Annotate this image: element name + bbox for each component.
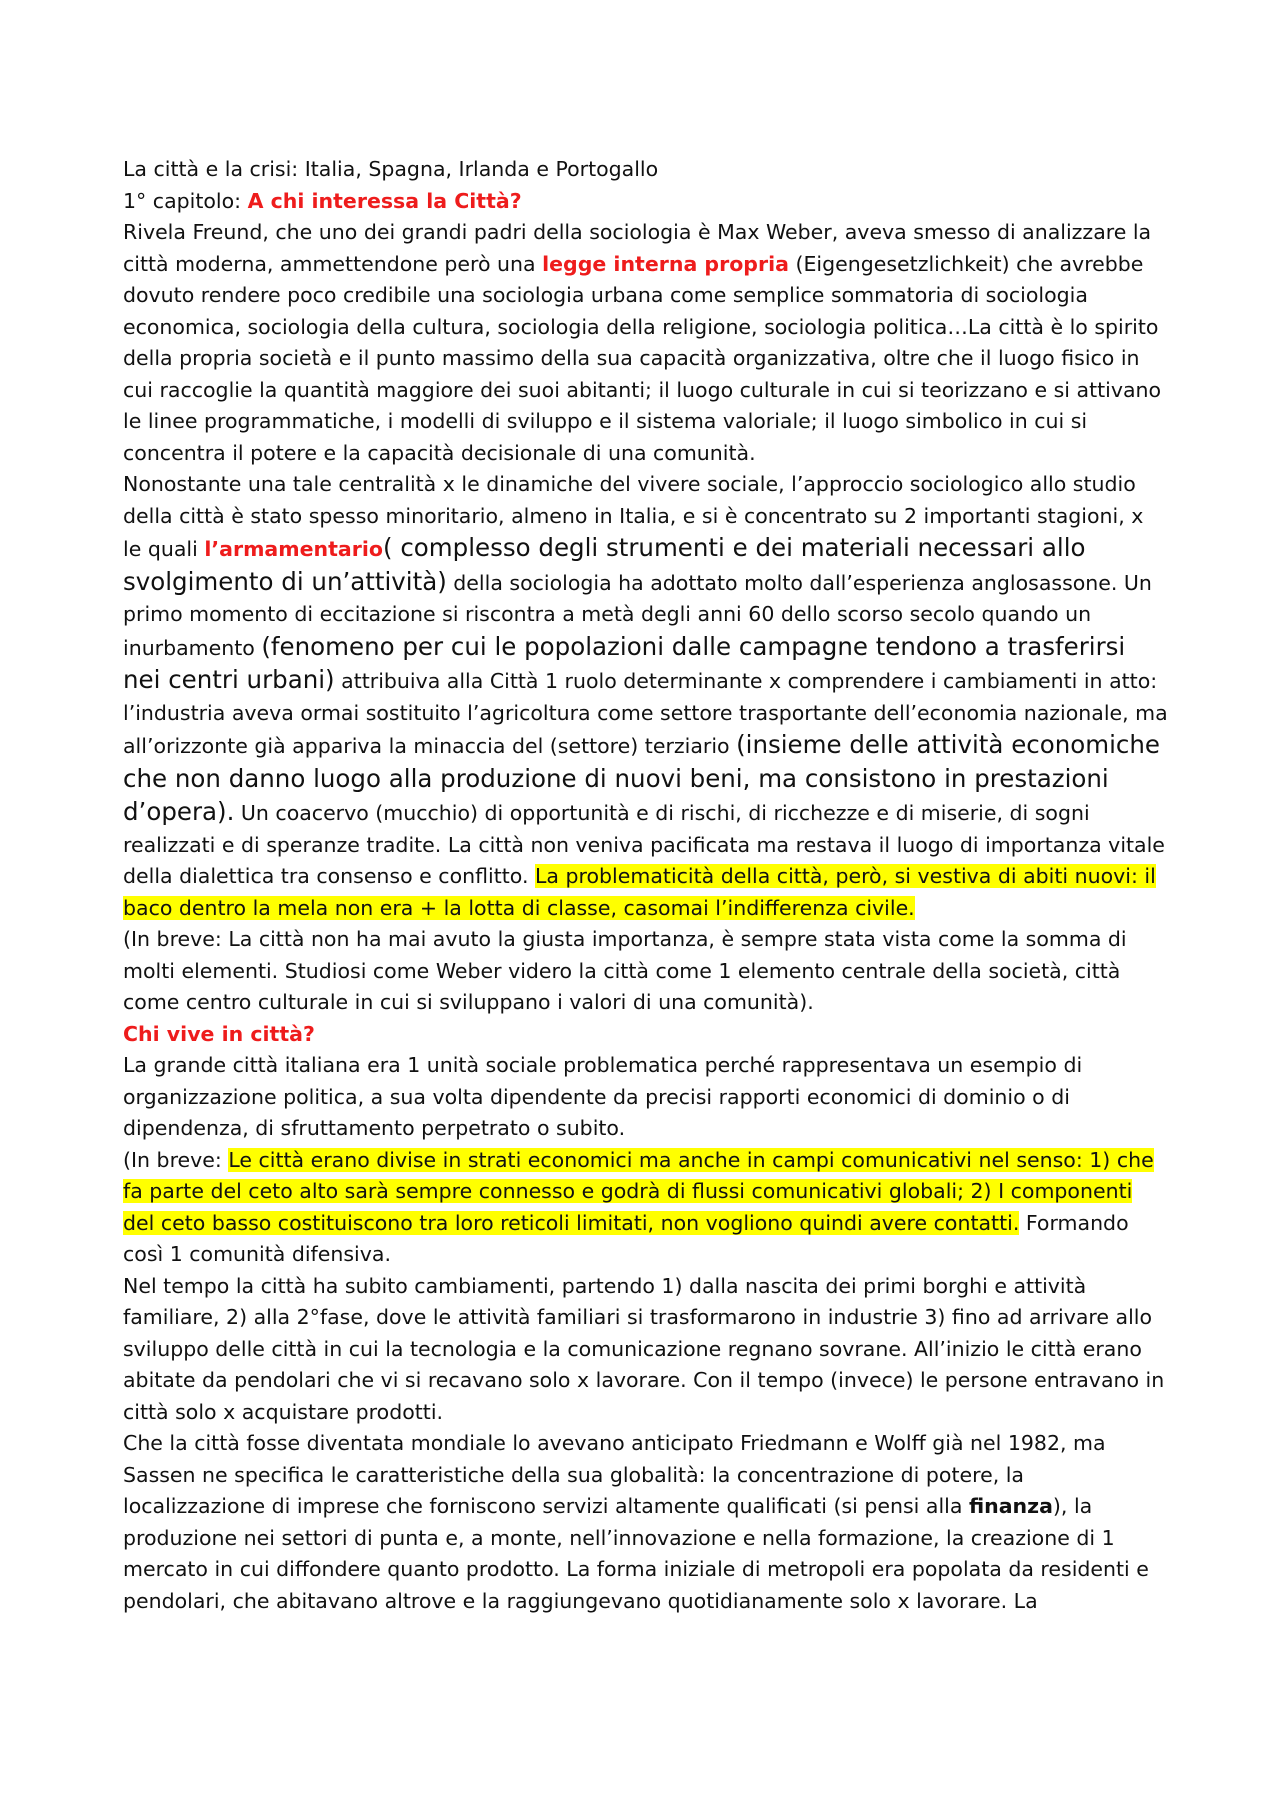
- paragraph-4: La grande città italiana era 1 unità sociale problematica perché rappresentava un esempio di organizzazione politica, a sua volta dipendente da precisi rapporti economici di dominio o di dipendenza, di sfruttamento perpetrato o subito.: [123, 1053, 1083, 1140]
- highlighted-text: Le città erano divise in strati economici ma anche in campi comunicativi nel senso: 1) che fa parte del ceto alto sarà sempre connesso e godrà di flussi comunicativi globali; 2) I componenti del ceto basso costituiscono tra loro reticoli limitati, non vogliono quindi avere contatti.: [123, 1147, 1154, 1235]
- chapter-heading: [123, 186, 1168, 218]
- paragraph-text: Nonostante una tale centralità x le dinamiche del vivere sociale, l’approccio sociologico allo studio della città è stato spesso minoritario, almeno in Italia, e si è concentrato su 2 importanti stagioni, x le quali: [123, 472, 1144, 561]
- paragraph-text: Un coacervo (mucchio) di opportunità e di rischi, di ricchezze e di miserie, di sogni realizzati e di speranze tradite. La città non veniva pacificata ma restava il luogo di importanza vitale della dialettica tra consenso e conflitto.: [123, 801, 1165, 888]
- paragraph-text: della sociologia ha adottato molto dall’esperienza anglosassone. Un primo momento di eccitazione si riscontra a metà degli anni 60 dello scorso secolo quando un inurbamento: [123, 570, 1152, 660]
- red-emphasis: l’armamentario: [204, 537, 383, 561]
- paragraph-7: [123, 1428, 1168, 1617]
- paragraph-text: (Eigengesetzlichkeit) che avrebbe dovuto rendere poco credibile una sociologia urbana come semplice sommatoria di sociologia economica, sociologia della cultura, sociologia della religione, sociologia politica…La città è lo spirito della propria società e il punto massimo della sua capacità organizzativa, oltre che il luogo fisico in cui raccoglie la quantità maggiore dei suoi abitanti; il luogo culturale in cui si teorizzano e si attivano le linee programmatiche, i modelli di sviluppo e il sistema valoriale; il luogo simbolico in cui si concentra il potere e la capacità decisionale di una comunità.: [123, 251, 1162, 465]
- chapter-title: A chi interessa la Città?: [247, 188, 522, 213]
- document-page: [123, 154, 1168, 1617]
- paragraph-text: Formando così 1 comunità difensiva.: [123, 1210, 1129, 1266]
- paragraph-3: (In breve: La città non ha mai avuto la giusta importanza, è sempre stata vista come la somma di molti elementi. Studiosi come Weber videro la città come 1 elemento centrale della società, città come centro culturale in cui si sviluppano i valori di una comunità).: [123, 927, 1127, 1014]
- paragraph-1: [123, 217, 1168, 469]
- red-emphasis: legge interna propria: [542, 251, 789, 276]
- paragraph-text: Rivela Freund, che uno dei grandi padri della sociologia è Max Weber, aveva smesso di analizzare la città moderna, ammettendone però una: [123, 220, 1152, 276]
- paragraph-2: [123, 469, 1168, 924]
- paragraph-text: attribuiva alla Città 1 ruolo determinante x comprendere i cambiamenti in atto: l’industria aveva ormai sostituito l’agricoltura come settore trasportante dell’economia nazionale, ma all’orizzonte già appariva la minaccia del (settore) terziario: [123, 669, 1168, 758]
- paragraph-text: Che la città fosse diventata mondiale lo avevano anticipato Friedmann e Wolff già nel 1982, ma Sassen ne specifica le caratteristiche della sua globalità: la concentrazione di potere, la localizzazione di imprese che forniscono servizi altamente qualificati (si pensi alla: [123, 1431, 1106, 1518]
- definition-text: (fenomeno per cui le popolazioni dalle campagne tendono a trasferirsi nei centri urbani): [123, 631, 1126, 694]
- paragraph-text: (In breve:: [123, 1147, 229, 1172]
- paragraph-text: ), la produzione nei settori di punta e, a monte, nell’innovazione e nella formazione, la creazione di 1 mercato in cui diffondere quanto prodotto. La forma iniziale di metropoli era popolata da residenti e pendolari, che abitavano altrove e la raggiungevano quotidianamente solo x lavorare. La: [123, 1494, 1149, 1613]
- definition-text: ( complesso degli strumenti e dei materiali necessari allo svolgimento di un’attività): [123, 533, 1086, 596]
- definition-text: (insieme delle attività economiche che non danno luogo alla produzione di nuovi beni, ma consistono in prestazioni d’opera).: [123, 730, 1160, 826]
- highlighted-text: La problematicità della città, però, si vestiva di abiti nuovi: il baco dentro la mela non era + la lotta di classe, casomai l’indifferenza civile.: [123, 864, 1156, 920]
- section-heading: Chi vive in città?: [123, 1021, 315, 1046]
- paragraph-6: Nel tempo la città ha subito cambiamenti, partendo 1) dalla nascita dei primi borghi e attività familiare, 2) alla 2°fase, dove le attività familiari si trasformarono in industrie 3) fino ad arrivare allo sviluppo delle città in cui la tecnologia e la comunicazione regnano sovrane. All’inizio le città erano abitate da pendolari che vi si recavano solo x lavorare. Con il tempo (invece) le persone entravano in città solo x acquistare prodotti.: [123, 1273, 1165, 1424]
- chapter-prefix: 1° capitolo:: [123, 188, 248, 213]
- bold-emphasis: finanza: [968, 1494, 1053, 1518]
- document-title: La città e la crisi: Italia, Spagna, Irlanda e Portogallo: [123, 157, 659, 181]
- paragraph-5: [123, 1145, 1168, 1271]
